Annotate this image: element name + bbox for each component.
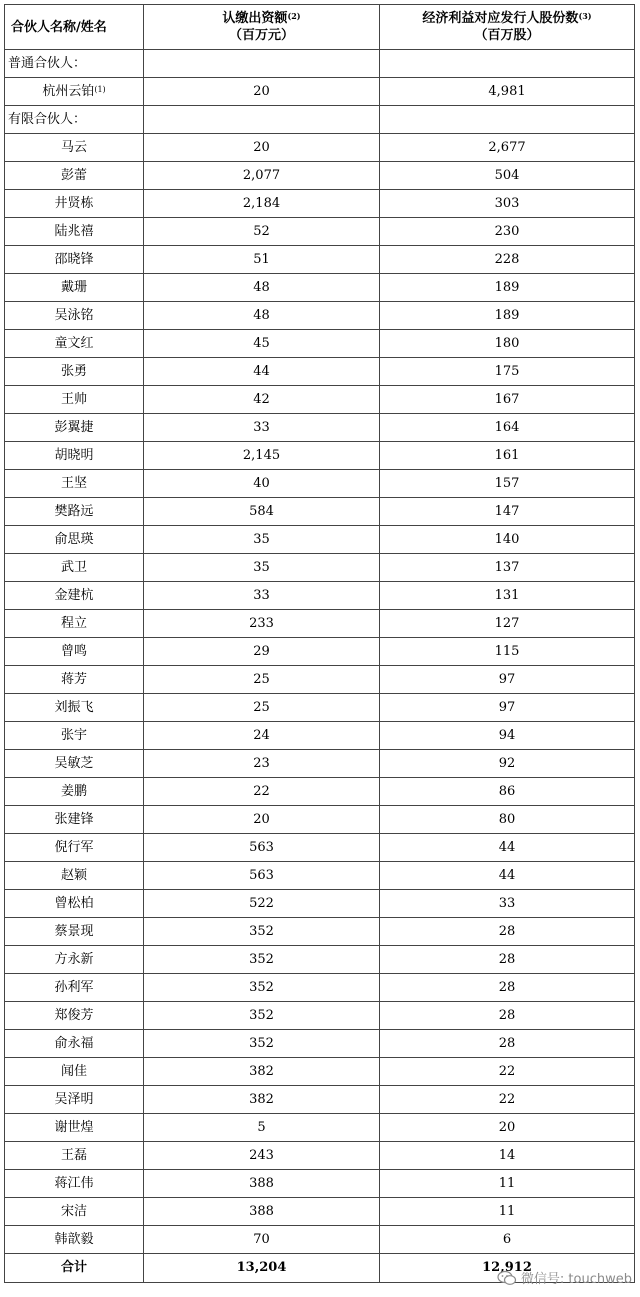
partner-name-text: 张勇 — [60, 364, 87, 379]
partner-name — [5, 610, 144, 638]
shares-value: 33 — [380, 890, 635, 918]
table-row — [5, 274, 635, 302]
partner-table — [4, 4, 635, 1283]
capital-value: 563 — [144, 862, 380, 890]
partner-name-text: 童文红 — [54, 336, 94, 351]
shares-value: 137 — [380, 554, 635, 582]
table-row — [5, 162, 635, 190]
partner-name-text: 武卫 — [60, 560, 87, 575]
table-row — [5, 862, 635, 890]
shares-value: 175 — [380, 358, 635, 386]
partner-name — [5, 302, 144, 330]
shares-value: 28 — [380, 974, 635, 1002]
partner-name-text: 邵晓锋 — [54, 252, 94, 267]
partner-name — [5, 834, 144, 862]
shares-value: 157 — [380, 470, 635, 498]
table-row — [5, 918, 635, 946]
shares-value: 140 — [380, 526, 635, 554]
section-label: 有限合伙人： — [5, 106, 144, 134]
partner-name — [5, 862, 144, 890]
partner-name — [5, 694, 144, 722]
capital-value: 20 — [144, 134, 380, 162]
capital-value: 48 — [144, 302, 380, 330]
capital-value: 352 — [144, 918, 380, 946]
capital-value: 20 — [144, 806, 380, 834]
partner-name — [5, 1170, 144, 1198]
partner-name — [5, 1142, 144, 1170]
table-row — [5, 330, 635, 358]
capital-value: 388 — [144, 1170, 380, 1198]
capital-value: 25 — [144, 666, 380, 694]
table-row — [5, 414, 635, 442]
shares-value: 28 — [380, 918, 635, 946]
table-row — [5, 750, 635, 778]
capital-value: 24 — [144, 722, 380, 750]
table-row — [5, 1142, 635, 1170]
partner-name — [5, 442, 144, 470]
partner-name-text: 蒋芳 — [60, 672, 87, 687]
partner-name-text: 张建锋 — [54, 812, 94, 827]
partner-name — [5, 162, 144, 190]
partner-name — [5, 414, 144, 442]
partner-name-text: 张宇 — [60, 728, 87, 743]
partner-name-text: 闻佳 — [60, 1064, 87, 1079]
shares-value: 4,981 — [380, 78, 635, 106]
partner-name-text: 曾松柏 — [54, 896, 94, 911]
table-row — [5, 246, 635, 274]
shares-value: 504 — [380, 162, 635, 190]
shares-value: 131 — [380, 582, 635, 610]
table-row — [5, 778, 635, 806]
total-label: 合计 — [5, 1254, 144, 1283]
partner-name-text: 俞永福 — [54, 1036, 94, 1051]
shares-value: 28 — [380, 1002, 635, 1030]
table-row — [5, 974, 635, 1002]
table-row — [5, 834, 635, 862]
watermark — [497, 1268, 632, 1287]
partner-name — [5, 974, 144, 1002]
shares-value: 44 — [380, 862, 635, 890]
shares-value: 80 — [380, 806, 635, 834]
table-row — [5, 1002, 635, 1030]
partner-name-text: 宋洁 — [60, 1204, 87, 1219]
shares-value: 180 — [380, 330, 635, 358]
partner-name-text: 孙利军 — [54, 980, 94, 995]
partner-name — [5, 470, 144, 498]
capital-value: 584 — [144, 498, 380, 526]
shares-value: 164 — [380, 414, 635, 442]
partner-name-text: 俞思瑛 — [54, 532, 94, 547]
partner-name — [5, 330, 144, 358]
header-shares-title: 经济利益对应发行人股份数 — [422, 11, 579, 26]
empty-cell — [380, 50, 635, 78]
partner-name-text: 方永新 — [54, 952, 94, 967]
table-row — [5, 554, 635, 582]
partner-name-text: 井贤栋 — [54, 196, 94, 211]
shares-value: 22 — [380, 1086, 635, 1114]
shares-value: 127 — [380, 610, 635, 638]
total-capital: 13,204 — [144, 1254, 380, 1283]
shares-value: 6 — [380, 1226, 635, 1254]
table-row — [5, 1114, 635, 1142]
table-row — [5, 694, 635, 722]
table-row — [5, 1226, 635, 1254]
partner-name-text: 蔡景现 — [54, 924, 94, 939]
partner-name-text: 韩歆毅 — [54, 1232, 94, 1247]
shares-value: 97 — [380, 694, 635, 722]
partner-name — [5, 498, 144, 526]
shares-value: 22 — [380, 1058, 635, 1086]
shares-value: 115 — [380, 638, 635, 666]
partner-name-text: 郑俊芳 — [54, 1008, 94, 1023]
capital-value: 522 — [144, 890, 380, 918]
shares-value: 161 — [380, 442, 635, 470]
partner-name — [5, 274, 144, 302]
shares-value: 147 — [380, 498, 635, 526]
table-row — [5, 1030, 635, 1058]
header-shares — [380, 5, 635, 50]
capital-value: 22 — [144, 778, 380, 806]
table-row — [5, 1086, 635, 1114]
partner-name-text: 倪行军 — [54, 840, 94, 855]
capital-value: 42 — [144, 386, 380, 414]
table-row — [5, 302, 635, 330]
section-row — [5, 106, 635, 134]
shares-value: 20 — [380, 1114, 635, 1142]
partner-name — [5, 554, 144, 582]
partner-name — [5, 1030, 144, 1058]
partner-name — [5, 946, 144, 974]
partner-name-text: 蒋江伟 — [54, 1176, 94, 1191]
partner-name-text: 陆兆禧 — [54, 224, 94, 239]
table-row — [5, 78, 635, 106]
partner-name-text: 吴泳铭 — [54, 308, 94, 323]
partner-name — [5, 358, 144, 386]
table-row — [5, 1170, 635, 1198]
empty-cell — [144, 106, 380, 134]
partner-name-text: 彭翼捷 — [54, 420, 94, 435]
partner-name-text: 曾鸣 — [60, 644, 87, 659]
partner-name-text: 姜鹏 — [60, 784, 87, 799]
partner-name — [5, 78, 144, 106]
table-header-row — [5, 5, 635, 50]
table-row — [5, 190, 635, 218]
capital-value: 2,145 — [144, 442, 380, 470]
shares-value: 86 — [380, 778, 635, 806]
partner-name-text: 吴泽明 — [54, 1092, 94, 1107]
header-partner-name: 合伙人名称/姓名 — [5, 5, 144, 50]
partner-name-text: 樊路远 — [54, 504, 94, 519]
capital-value: 52 — [144, 218, 380, 246]
shares-value: 97 — [380, 666, 635, 694]
table-row — [5, 610, 635, 638]
wechat-icon — [497, 1270, 517, 1286]
partner-name-text: 金建杭 — [54, 588, 94, 603]
capital-value: 243 — [144, 1142, 380, 1170]
table-row — [5, 806, 635, 834]
capital-value: 352 — [144, 974, 380, 1002]
partner-name — [5, 890, 144, 918]
table-row — [5, 498, 635, 526]
capital-value: 23 — [144, 750, 380, 778]
header-capital-title: 认缴出资额 — [222, 11, 288, 26]
partner-name-text: 王帅 — [60, 392, 87, 407]
capital-value: 233 — [144, 610, 380, 638]
partner-name-text: 程立 — [60, 616, 87, 631]
shares-value: 167 — [380, 386, 635, 414]
table-row — [5, 582, 635, 610]
capital-value: 35 — [144, 526, 380, 554]
partner-name — [5, 1226, 144, 1254]
partner-name-text: 吴敏芝 — [54, 756, 94, 771]
partner-name — [5, 750, 144, 778]
header-shares-note: (3) — [578, 11, 592, 21]
capital-value: 563 — [144, 834, 380, 862]
capital-value: 35 — [144, 554, 380, 582]
capital-value: 2,184 — [144, 190, 380, 218]
header-capital-note: (2) — [287, 11, 301, 21]
partner-name-text: 戴珊 — [60, 280, 87, 295]
capital-value: 51 — [144, 246, 380, 274]
partner-name-text: 王磊 — [60, 1148, 87, 1163]
partner-name — [5, 638, 144, 666]
table-row — [5, 722, 635, 750]
shares-value: 189 — [380, 274, 635, 302]
section-row — [5, 50, 635, 78]
shares-value: 11 — [380, 1170, 635, 1198]
capital-value: 45 — [144, 330, 380, 358]
capital-value: 352 — [144, 1030, 380, 1058]
table-row — [5, 526, 635, 554]
partner-name-text: 杭州云铂 — [42, 84, 95, 99]
table-row — [5, 946, 635, 974]
capital-value: 40 — [144, 470, 380, 498]
table-row — [5, 890, 635, 918]
capital-value: 33 — [144, 582, 380, 610]
empty-cell — [144, 50, 380, 78]
table-row — [5, 386, 635, 414]
capital-value: 44 — [144, 358, 380, 386]
capital-value: 5 — [144, 1114, 380, 1142]
capital-value: 29 — [144, 638, 380, 666]
partner-name — [5, 582, 144, 610]
shares-value: 228 — [380, 246, 635, 274]
shares-value: 94 — [380, 722, 635, 750]
partner-name — [5, 134, 144, 162]
shares-value: 28 — [380, 1030, 635, 1058]
partner-name — [5, 806, 144, 834]
capital-value: 352 — [144, 1002, 380, 1030]
header-capital — [144, 5, 380, 50]
partner-name — [5, 1002, 144, 1030]
empty-cell — [380, 106, 635, 134]
section-label: 普通合伙人： — [5, 50, 144, 78]
partner-name-text: 谢世煌 — [54, 1120, 94, 1135]
capital-value: 382 — [144, 1058, 380, 1086]
shares-value: 14 — [380, 1142, 635, 1170]
partner-name — [5, 386, 144, 414]
partner-name — [5, 1114, 144, 1142]
shares-value: 44 — [380, 834, 635, 862]
capital-value: 33 — [144, 414, 380, 442]
header-shares-unit: （百万股） — [474, 28, 540, 43]
partner-name — [5, 1058, 144, 1086]
header-capital-unit: （百万元） — [228, 28, 294, 43]
shares-value: 28 — [380, 946, 635, 974]
partner-name-text: 彭蕾 — [60, 168, 87, 183]
shares-value: 2,677 — [380, 134, 635, 162]
table-row — [5, 1198, 635, 1226]
partner-name — [5, 246, 144, 274]
partner-name-text: 王坚 — [60, 476, 87, 491]
partner-name-text: 刘振飞 — [54, 700, 94, 715]
capital-value: 20 — [144, 78, 380, 106]
table-row — [5, 638, 635, 666]
capital-value: 25 — [144, 694, 380, 722]
partner-name — [5, 666, 144, 694]
watermark-text: 微信号: touchweb — [520, 1272, 632, 1287]
shares-value: 189 — [380, 302, 635, 330]
table-row — [5, 442, 635, 470]
capital-value: 48 — [144, 274, 380, 302]
partner-name — [5, 722, 144, 750]
table-row — [5, 470, 635, 498]
shares-value: 11 — [380, 1198, 635, 1226]
partner-name — [5, 190, 144, 218]
capital-value: 382 — [144, 1086, 380, 1114]
partner-name-text: 马云 — [60, 140, 87, 155]
partner-name — [5, 1086, 144, 1114]
partner-name-text: 胡晓明 — [54, 448, 94, 463]
shares-value: 92 — [380, 750, 635, 778]
partner-name — [5, 218, 144, 246]
shares-value: 303 — [380, 190, 635, 218]
partner-name — [5, 918, 144, 946]
partner-name — [5, 778, 144, 806]
table-row — [5, 358, 635, 386]
table-row — [5, 1058, 635, 1086]
partner-note: (1) — [94, 85, 106, 94]
capital-value: 2,077 — [144, 162, 380, 190]
partner-name — [5, 1198, 144, 1226]
partner-name — [5, 526, 144, 554]
capital-value: 388 — [144, 1198, 380, 1226]
table-row — [5, 218, 635, 246]
table-body — [5, 50, 635, 1254]
capital-value: 352 — [144, 946, 380, 974]
table-row — [5, 134, 635, 162]
capital-value: 70 — [144, 1226, 380, 1254]
table-row — [5, 666, 635, 694]
total-shares: 12,912 — [380, 1254, 635, 1283]
partner-name-text: 赵颖 — [60, 868, 87, 883]
shares-value: 230 — [380, 218, 635, 246]
